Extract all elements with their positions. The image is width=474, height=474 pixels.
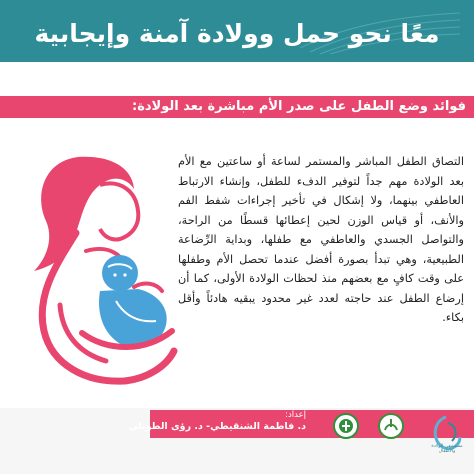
body-paragraph: التصاق الطفل المباشر والمستمر لساعة أو ساعتين مع الأم بعد الولادة مهم جداً لتوفير الدفء للطفل، وإنشاء الارتباط العاطفي بينهما، ولا إشكال في تأخير إجراءات شفط الفم والأنف، أو قياس الوزن لحين إعطائها قسطًا من الراحة، والتواصل الجسدي والعاطفي مع طفلها، وبداية الرِّضاعة الطبيعية، وهي تبدأ بصورة أفضل عندما تحصل الأم وطفلها على وقت كافٍ مع بعضهم منذ لحظات الولادة الأولى، كما أن إرضاع الطفل عند حاجته لعدد غير محدود يبقيه هادئاً وأقل بكاء. bbox=[178, 155, 464, 324]
section-subtitle: فوائد وضع الطفل على صدر الأم مباشرة بعد الولادة: bbox=[132, 99, 466, 114]
mother-holding-baby-icon bbox=[16, 155, 181, 390]
author-names: د. فاطمة الشنقيطي- د. رؤى الطويلي bbox=[128, 421, 306, 432]
author-label: إعداد: bbox=[285, 410, 306, 420]
hospital-logo-caption: مستشفى الولادة والأطفال bbox=[431, 444, 463, 454]
page-title: معًا نحو حمل وولادة آمنة وإيجابية bbox=[34, 19, 440, 48]
medical-seal-logo-icon bbox=[333, 413, 359, 439]
ministry-emblem-logo-icon bbox=[378, 413, 404, 439]
